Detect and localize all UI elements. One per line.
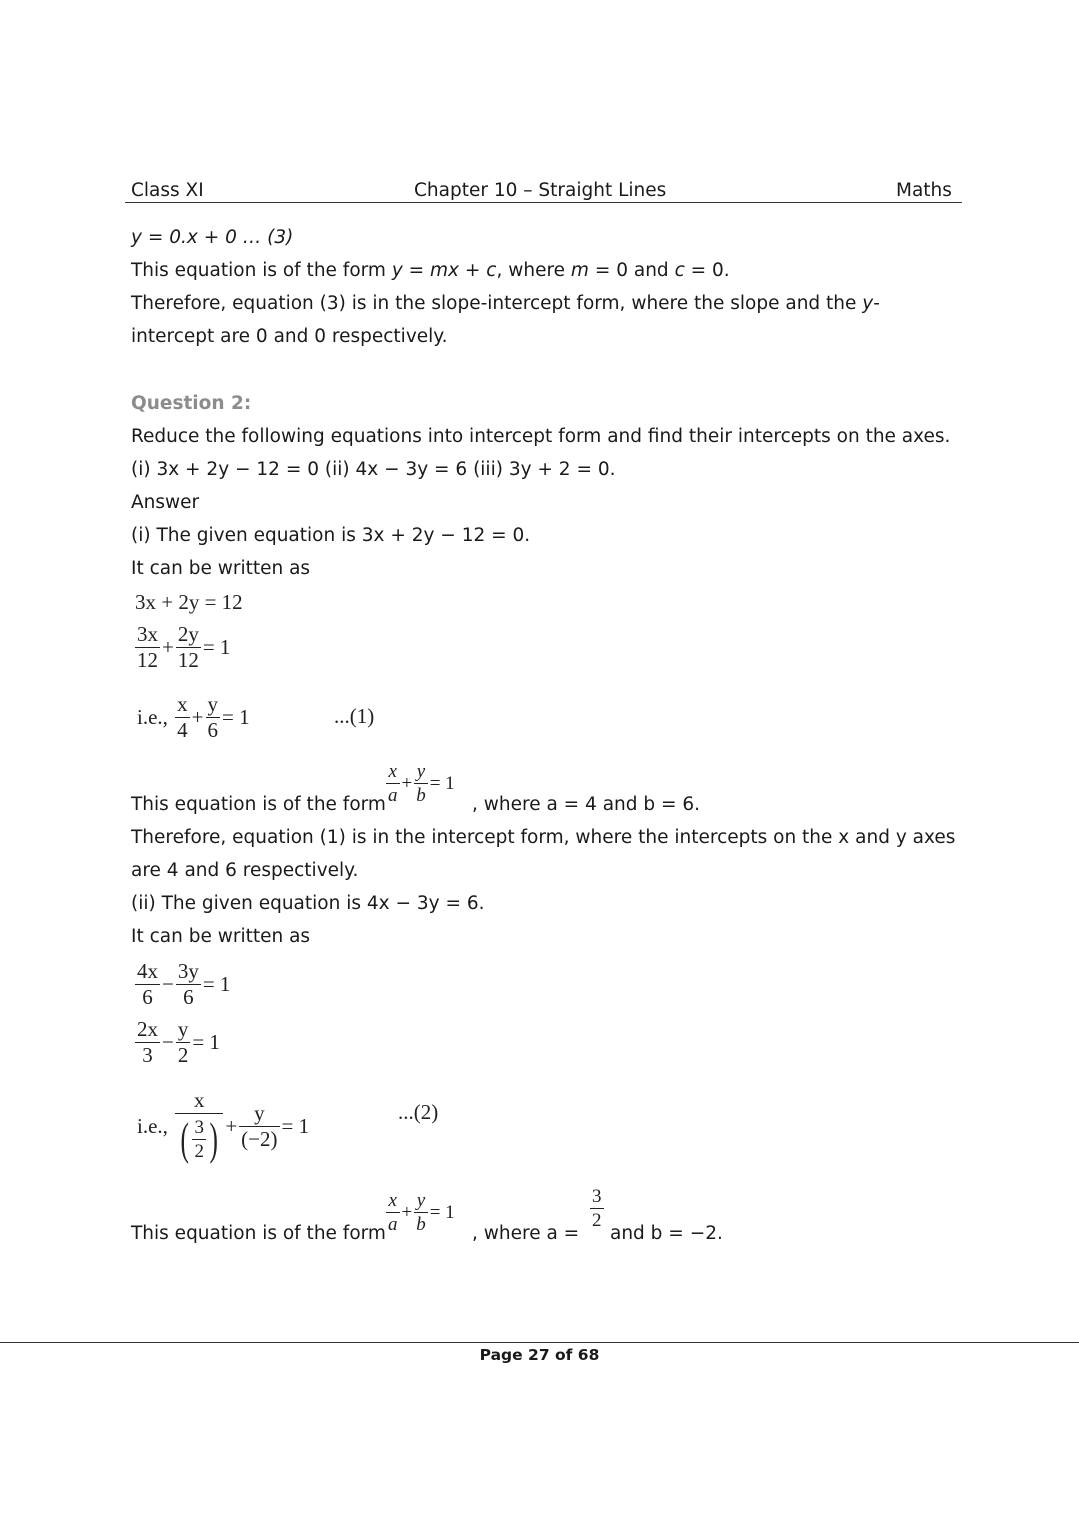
- value-a-three-halves: $\frac{3}{2}$: [592, 1186, 602, 1231]
- therefore-intercept-line-2: are 4 and 6 respectively.: [131, 860, 359, 881]
- line-form-statement: This equation is of the form y = mx + c, where m = 0 and c = 0.: [131, 260, 730, 281]
- form-line-1-values: , where a = 4 and b = 6.: [472, 794, 701, 815]
- equation-tag-1: ...(1): [334, 704, 375, 728]
- answer-label: Answer: [131, 492, 200, 513]
- equation-fractions-3-2: $\frac{2x}{3}$ − $\frac{y}{2}$ = 1: [137, 1017, 220, 1067]
- equation-3x-2y-12: 3x + 2y = 12: [135, 590, 243, 614]
- header-class: Class XI: [131, 180, 204, 201]
- line-therefore-slope: Therefore, equation (3) is in the slope-intercept form, where the slope and the y-: [131, 293, 880, 314]
- page-number: Page 27 of 68: [479, 1346, 600, 1364]
- equation-intercept-2: i.e., x ( $\frac{3}{2}$ ) + $\frac{y}{(-2)}$ = 1: [137, 1088, 310, 1164]
- footer-rule: [0, 1342, 1079, 1343]
- header-chapter: Chapter 10 – Straight Lines: [414, 180, 667, 201]
- form-line-1-text: This equation is of the form: [131, 794, 386, 815]
- written-as-2: It can be written as: [131, 926, 311, 947]
- question-heading: Question 2:: [131, 393, 252, 414]
- form-line-2-where: , where a =: [472, 1223, 580, 1244]
- part-i-given: (i) The given equation is 3x + 2y − 12 = 0.: [131, 525, 531, 546]
- equation-intercept-1: i.e., $\frac{x}{4}$ + $\frac{y}{6}$ = 1: [137, 692, 250, 742]
- intercept-form-formula-2: $\frac{x}{a}$ + $\frac{y}{b}$ = 1: [388, 1190, 455, 1235]
- equation-fractions-12: $\frac{3x}{12}$ + $\frac{2y}{12}$ = 1: [137, 622, 231, 672]
- header-rule: [125, 202, 962, 203]
- line-eq3: y = 0.x + 0 … (3): [131, 227, 294, 248]
- form-line-2-b-value: and b = −2.: [610, 1223, 723, 1244]
- line-intercept-values: intercept are 0 and 0 respectively.: [131, 326, 448, 347]
- question-parts: (i) 3x + 2y − 12 = 0 (ii) 4x − 3y = 6 (iii) 3y + 2 = 0.: [131, 459, 616, 480]
- header-subject: Maths: [896, 180, 952, 201]
- intercept-form-formula-1: $\frac{x}{a}$ + $\frac{y}{b}$ = 1: [388, 761, 455, 806]
- part-ii-given: (ii) The given equation is 4x − 3y = 6.: [131, 893, 485, 914]
- equation-tag-2: ...(2): [398, 1100, 439, 1124]
- form-line-2-text: This equation is of the form: [131, 1223, 386, 1244]
- question-text: Reduce the following equations into intercept form and find their intercepts on the axes.: [131, 426, 951, 447]
- therefore-intercept-line-1: Therefore, equation (1) is in the intercept form, where the intercepts on the x and y axes: [131, 827, 956, 848]
- equation-fractions-6: $\frac{4x}{6}$ − $\frac{3y}{6}$ = 1: [137, 959, 231, 1009]
- written-as-1: It can be written as: [131, 558, 311, 579]
